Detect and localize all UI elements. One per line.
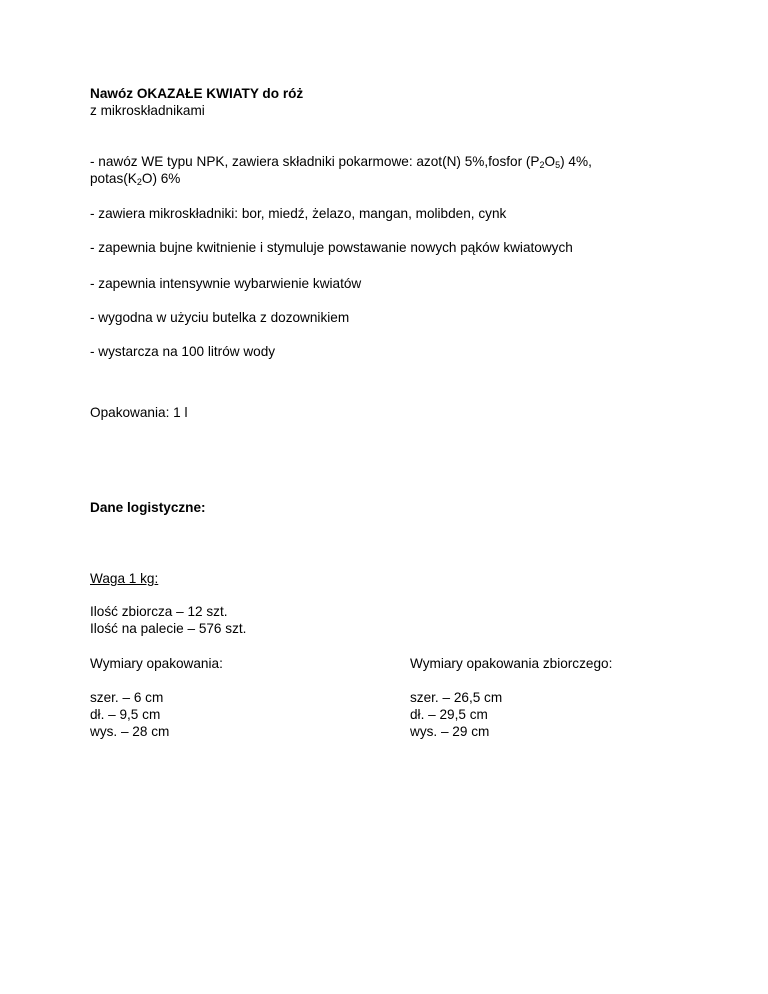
feature-blooming: - zapewnia bujne kwitnienie i stymuluje powstawanie nowych pąków kwiatowych — [90, 240, 573, 255]
quantity-pallet: Ilość na palecie – 576 szt. — [90, 621, 247, 636]
feature-bottle: - wygodna w użyciu butelka z dozownikiem — [90, 310, 350, 325]
product-subtitle: z mikroskładnikami — [90, 103, 205, 118]
product-header — [90, 85, 303, 119]
bulk-length: dł. – 29,5 cm — [410, 707, 488, 722]
product-title: Nawóz OKAZAŁE KWIATY do róż — [90, 86, 304, 101]
feature-micronutrients: - zawiera mikroskładniki: bor, miedź, żelazo, mangan, molibden, cynk — [90, 206, 507, 221]
unit-dimensions — [90, 689, 169, 740]
bulk-dimensions-heading: Wymiary opakowania zbiorczego: — [410, 656, 613, 671]
feature-water: - wystarcza na 100 litrów wody — [90, 344, 276, 359]
unit-length: dł. – 9,5 cm — [90, 707, 161, 722]
quantity-bulk: Ilość zbiorcza – 12 szt. — [90, 604, 228, 619]
unit-dimensions-heading: Wymiary opakowania: — [90, 656, 223, 671]
unit-height: wys. – 28 cm — [90, 724, 170, 739]
feature-npk-line-2: $potas(K_2O)$ 6% — [90, 171, 181, 187]
feature-npk — [90, 153, 592, 187]
feature-npk-line-1: - nawóz WE typu NPK, zawiera składniki pokarmowe: azot(N) 5%,fosfor $(P_2O_5)$ 4%, — [90, 154, 592, 170]
feature-coloring: - zapewnia intensywnie wybarwienie kwiatów — [90, 276, 362, 291]
bulk-height: wys. – 29 cm — [410, 724, 490, 739]
unit-width: szer. – 6 cm — [90, 690, 164, 705]
packaging-info: Opakowania: 1 l — [90, 405, 188, 420]
bulk-dimensions — [410, 689, 502, 740]
quantity-block — [90, 603, 246, 637]
weight-label: Waga 1 kg: — [90, 571, 159, 586]
bulk-width: szer. – 26,5 cm — [410, 690, 503, 705]
logistics-heading: Dane logistyczne: — [90, 500, 206, 515]
